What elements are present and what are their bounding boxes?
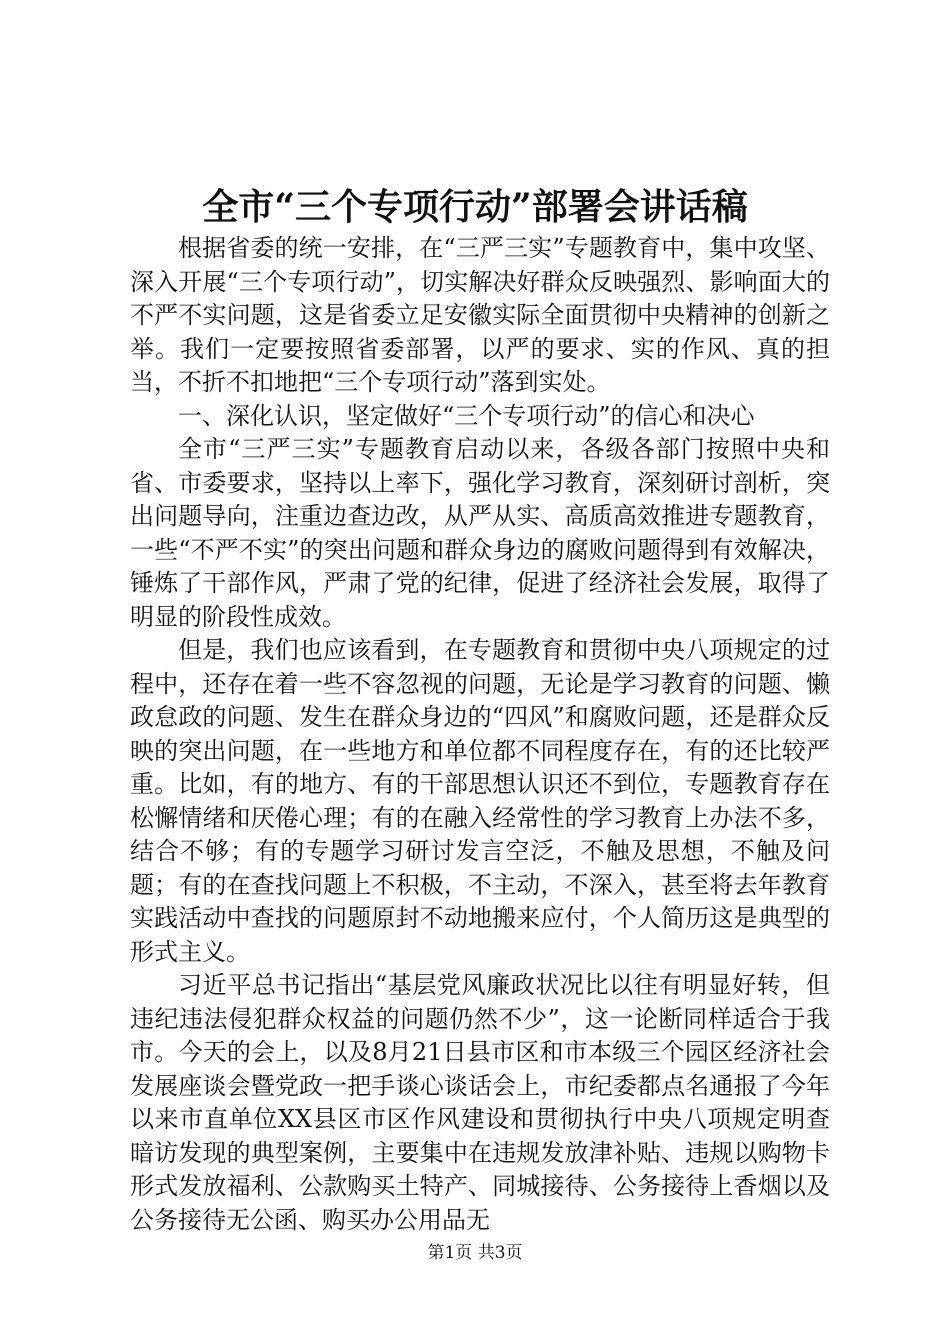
paragraph-quote: 习近平总书记指出“基层党风廉政状况比以往有明显好转，但违纪违法侵犯群众权益的问题仍然不少”，这一论断同样适合于我市。今天的会上，以及8月21日县市区和市本级三个园区经济社会发展座谈会暨党政一把手谈心谈话会上，市纪委都点名通报了今年以来市直单位XX县区市区作风建设和贯彻执行中央八项规定明查暗访发现的典型案例，主要集中在违规发放津补贴、违规以购物卡形式发放福利、公款购买土特产、同城接待、公务接待上香烟以及公务接待无公函、购买办公用品无	[130, 971, 830, 1234]
paragraph-problems: 但是，我们也应该看到，在专题教育和贯彻中央八项规定的过程中，还存在着一些不容忽视的问题，无论是学习教育的问题、懒政怠政的问题、发生在群众身边的“四风”和腐败问题，还是群众反映的突出问题，在一些地方和单位都不同程度存在，有的还比较严重。比如，有的地方、有的干部思想认识还不到位，专题教育存在松懈情绪和厌倦心理；有的在融入经常性的学习教育上办法不多，结合不够；有的专题学习研讨发言空泛，不触及思想，不触及问题；有的在查找问题上不积极，不主动，不深入，甚至将去年教育实践活动中查找的问题原封不动地搬来应付，个人简历这是典型的形式主义。	[130, 636, 830, 966]
paragraph-intro: 根据省委的统一安排，在“三严三实”专题教育中，集中攻坚、深入开展“三个专项行动”，切实解决好群众反映强烈、影响面大的不严不实问题，这是省委立足安徽实际全面贯彻中央精神的创新之举。我们一定要按照省委部署，以严的要求、实的作风、真的担当，不折不扣地把“三个专项行动”落到实处。	[130, 234, 830, 396]
page-number: 第1页 共3页	[427, 1243, 523, 1263]
document-title: 全市“三个专项行动”部署会讲话稿	[202, 186, 748, 228]
section-heading-1: 一、深化认识，坚定做好“三个专项行动”的信心和决心	[178, 401, 755, 430]
paragraph-progress: 全市“三严三实”专题教育启动以来，各级各部门按照中央和省、市委要求，坚持以上率下，强化学习教育，深刻研讨剖析，突出问题导向，注重边查边改，从严从实、高质高效推进专题教育，一些“不严不实”的突出问题和群众身边的腐败问题得到有效解决，锤炼了干部作风，严肃了党的纪律，促进了经济社会发展，取得了明显的阶段性成效。	[130, 435, 830, 631]
document-body	[130, 232, 830, 1237]
